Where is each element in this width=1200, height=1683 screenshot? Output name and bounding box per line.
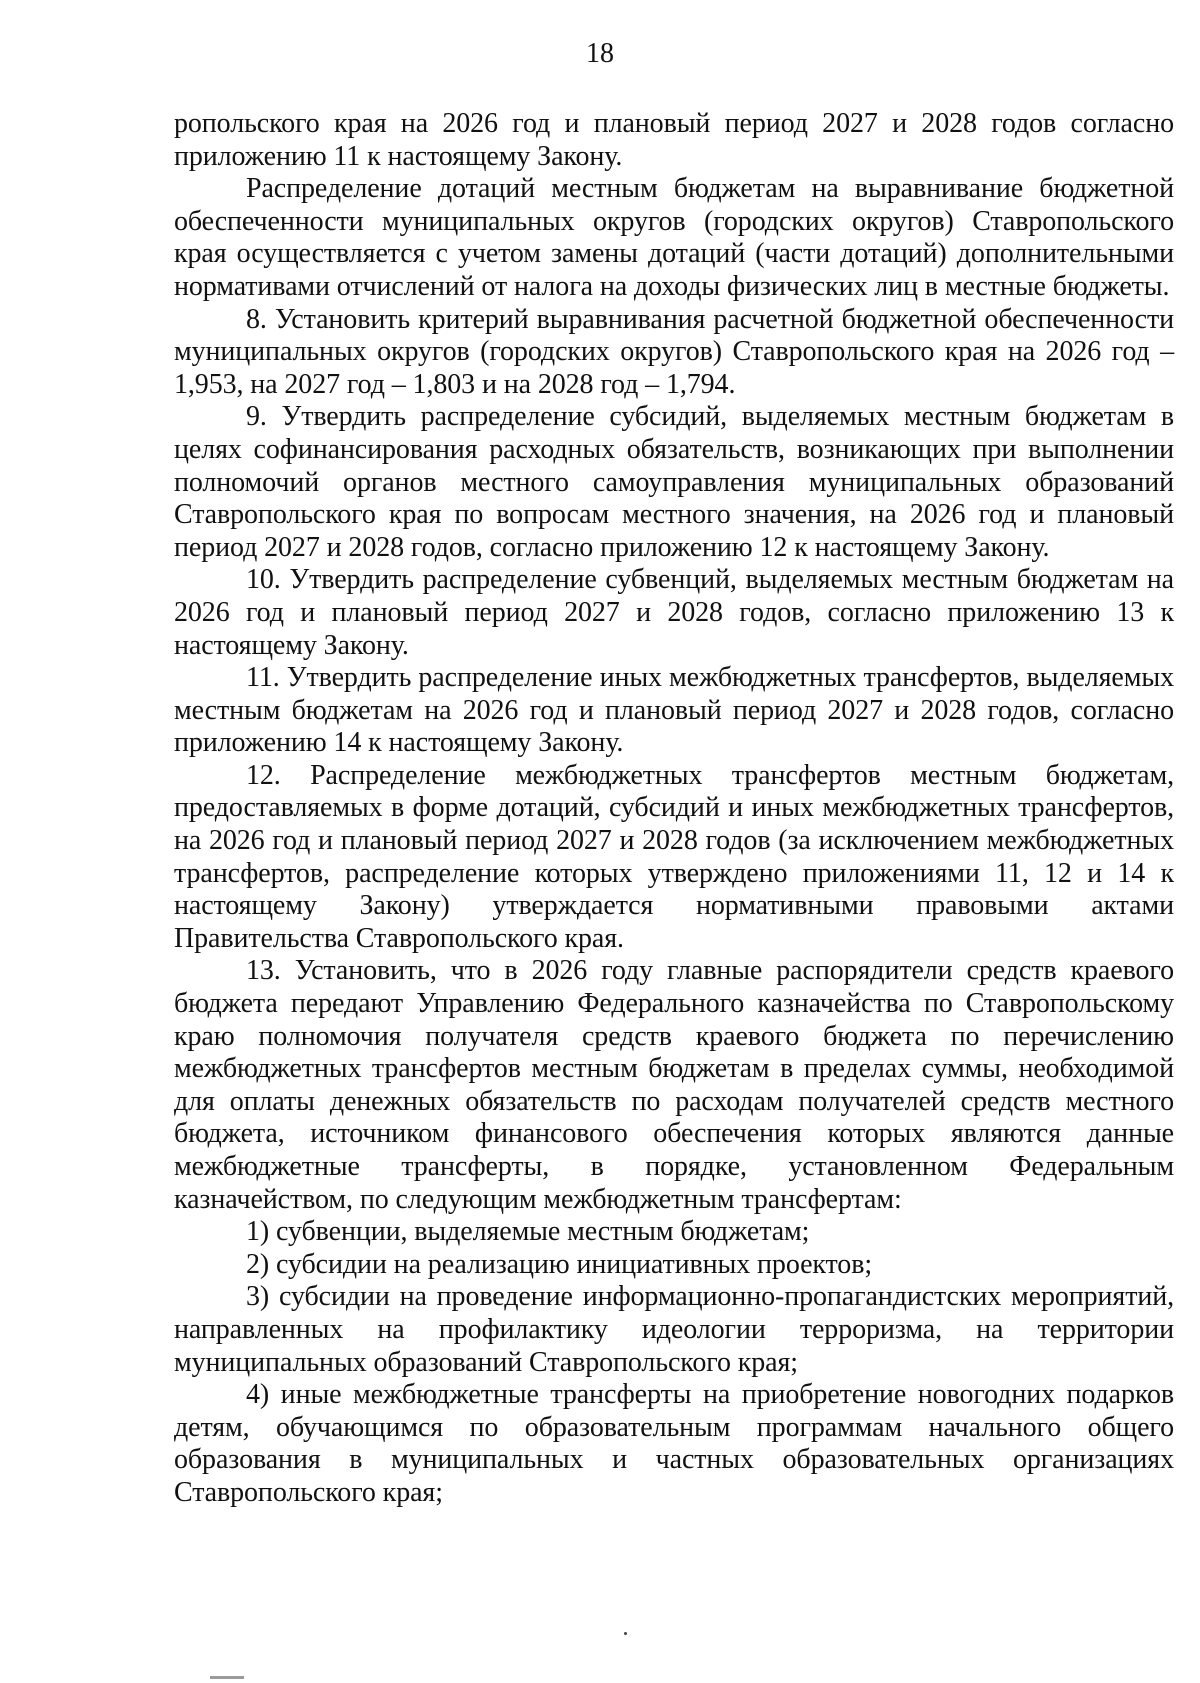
document-body [174,108,1174,1510]
page-number: 18 [586,38,614,69]
paragraph-item-9: 9. Утвердить распределение субсидий, выделяемых местным бюджетам в целях софинансирования расходных обязательств, возникающих при выполнении полномочий органов местного самоуправления муниципальных образований Ставропольского края по вопросам местного значения, на 2026 год и плановый период 2027 и 2028 годов, согласно приложению 12 к настоящему Закону. [174,401,1174,563]
paragraph-dotation-distribution: Распределение дотаций местным бюджетам на выравнивание бюджетной обеспеченности муниципальных округов (городских округов) Ставропольского края осуществляется с учетом замены дотаций (части дотаций) дополнительными нормативами отчислений от налога на доходы физических лиц в местные бюджеты. [174,173,1174,302]
scan-dot-mark [624,1632,627,1635]
paragraph-subitem-3: 3) субсидии на проведение информационно-пропагандистских мероприятий, направленных на профилактику идеологии терроризма, на территории муниципальных образований Ставропольского края; [174,1281,1174,1378]
paragraph-item-12: 12. Распределение межбюджетных трансфертов местным бюджетам, предоставляемых в форме дотаций, субсидий и иных межбюджетных трансфертов, на 2026 год и плановый период 2027 и 2028 годов (за исключением межбюджетных трансфертов, распределение которых утверждено приложениями 11, 12 и 14 к настоящему Закону) утверждается нормативными правовыми актами Правительства Ставропольского края. [174,759,1174,954]
paragraph-item-11: 11. Утвердить распределение иных межбюджетных трансфертов, выделяемых местным бюджетам на 2026 год и плановый период 2027 и 2028 годов, согласно приложению 14 к настоящему Закону. [174,662,1174,759]
paragraph-item-10: 10. Утвердить распределение субвенций, выделяемых местным бюджетам на 2026 год и плановый период 2027 и 2028 годов, согласно приложению 13 к настоящему Закону. [174,564,1174,661]
paragraph-subitem-2: 2) субсидии на реализацию инициативных проектов; [246,1248,872,1280]
paragraph-item-8: 8. Установить критерий выравнивания расчетной бюджетной обеспеченности муниципальных округов (городских округов) Ставропольского края на 2026 год – 1,953, на 2027 год – 1,803 и на 2028 год – 1,794. [174,303,1174,400]
paragraph-subitem-4: 4) иные межбюджетные трансферты на приобретение новогодних подарков детям, обучающимся по образовательным программам начального общего образования в муниципальных и частных образовательных организациях Ставропольского края; [174,1379,1174,1508]
scan-edge-mark [210,1676,244,1679]
paragraph-item-13: 13. Установить, что в 2026 году главные распорядители средств краевого бюджета передают Управлению Федерального казначейства по Ставропольскому краю полномочия получателя средств краевого бюджета по перечислению межбюджетных трансфертов местным бюджетам в пределах суммы, необходимой для оплаты денежных обязательств по расходам получателей средств местного бюджета, источником финансового обеспечения которых являются данные межбюджетные трансферты, в порядке, установленном Федеральным казначейством, по следующим межбюджетным трансфертам: [174,955,1174,1215]
paragraph-continuation: ропольского края на 2026 год и плановый период 2027 и 2028 годов согласно приложению 11 к настоящему Закону. [174,108,1174,172]
paragraph-subitem-1: 1) субвенции, выделяемые местным бюджетам; [246,1216,810,1248]
